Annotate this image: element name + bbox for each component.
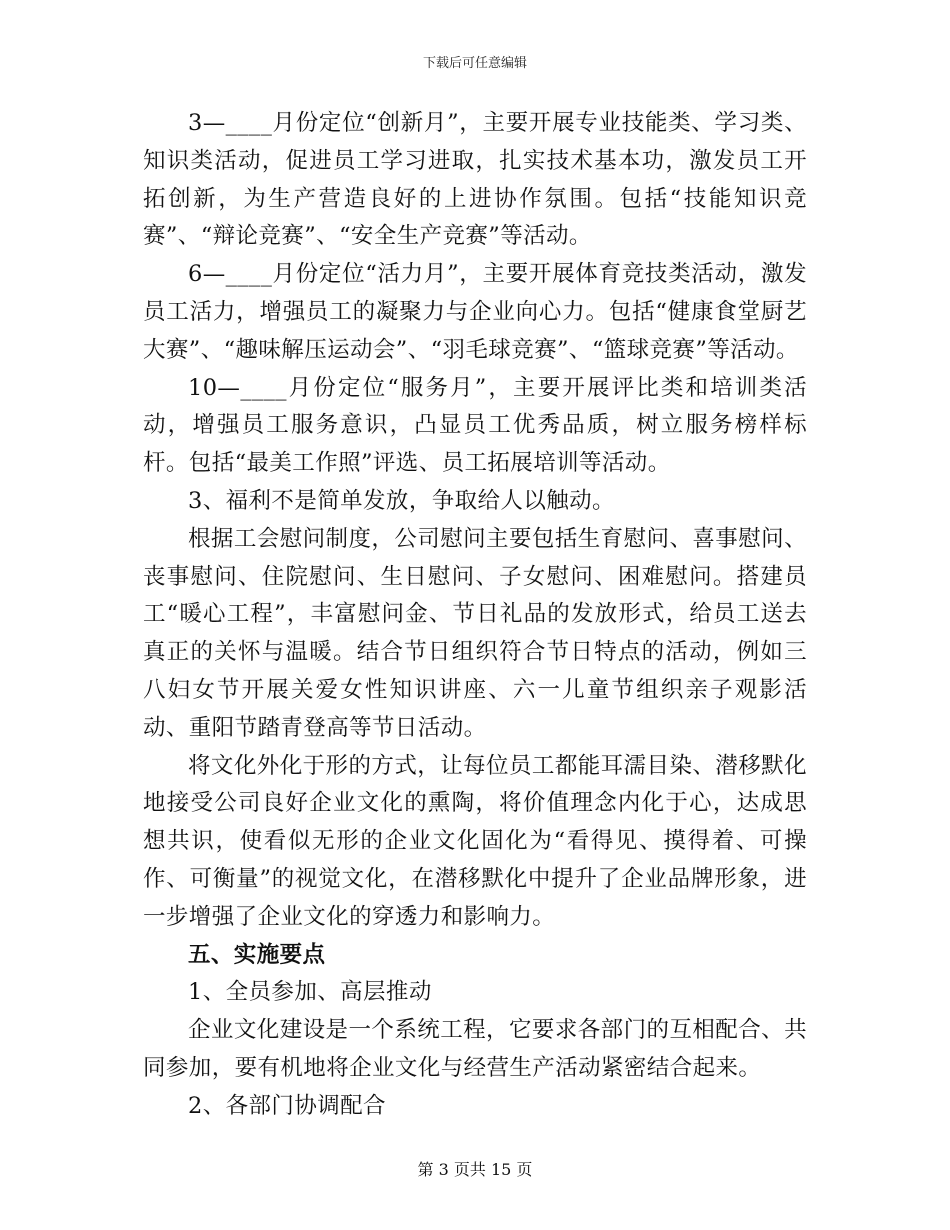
paragraph-welfare: 根据工会慰问制度，公司慰问主要包括生育慰问、喜事慰问、丧事慰问、住院慰问、生日慰问、子女慰问、困难慰问。搭建员工“暖心工程”，丰富慰问金、节日礼品的发放形式，给员工送去真正的关怀与温暖。结合节日组织符合节日特点的活动，例如三八妇女节开展关爱女性知识讲座、六一儿童节组织亲子观影活动、重阳节踏青登高等节日活动。 — [143, 525, 807, 741]
paragraph-service-month: 10—____月份定位“服务月”，主要开展评比类和培训类活动，增强员工服务意识，凸显员工优秀品质，树立服务榜样标杆。包括“最美工作照”评选、员工拓展培训等活动。 — [143, 374, 807, 477]
paragraph-innovation-month: 3—____月份定位“创新月”，主要开展专业技能类、学习类、知识类活动，促进员工学习进取，扎实技术基本功，激发员工开拓创新，为生产营造良好的上进协作氛围。包括“技能知识竞赛”、“辩论竞赛”、“安全生产竞赛”等活动。 — [143, 110, 807, 250]
subheading-welfare: 3、福利不是简单发放，争取给人以触动。 — [188, 487, 615, 514]
document-body — [143, 105, 807, 1126]
subheading-full-participation: 1、全员参加、高层推动 — [188, 979, 432, 1006]
page-footer: 第 3 页共 15 页 — [417, 1160, 533, 1179]
section-heading-implementation: 五、实施要点 — [188, 941, 326, 968]
paragraph-vitality-month: 6—____月份定位“活力月”，主要开展体育竞技类活动，激发员工活力，增强员工的凝聚力与企业向心力。包括“健康食堂厨艺大赛”、“趣味解压运动会”、“羽毛球竞赛”、“篮球竞赛”等活动。 — [143, 261, 807, 363]
paragraph-visual-culture: 将文化外化于形的方式，让每位员工都能耳濡目染、潜移默化地接受公司良好企业文化的熏陶，将价值理念内化于心，达成思想共识，使看似无形的企业文化固化为“看得见、摸得着、可操作、可衡量”的视觉文化，在潜移默化中提升了企业品牌形象，进一步增强了企业文化的穿透力和影响力。 — [143, 752, 807, 930]
subheading-coordination: 2、各部门协调配合 — [188, 1092, 386, 1119]
page-header: 下载后可任意编辑 — [422, 56, 527, 71]
paragraph-system-engineering: 企业文化建设是一个系统工程，它要求各部门的互相配合、共同参加，要有机地将企业文化与经营生产活动紧密结合起来。 — [143, 1017, 807, 1081]
